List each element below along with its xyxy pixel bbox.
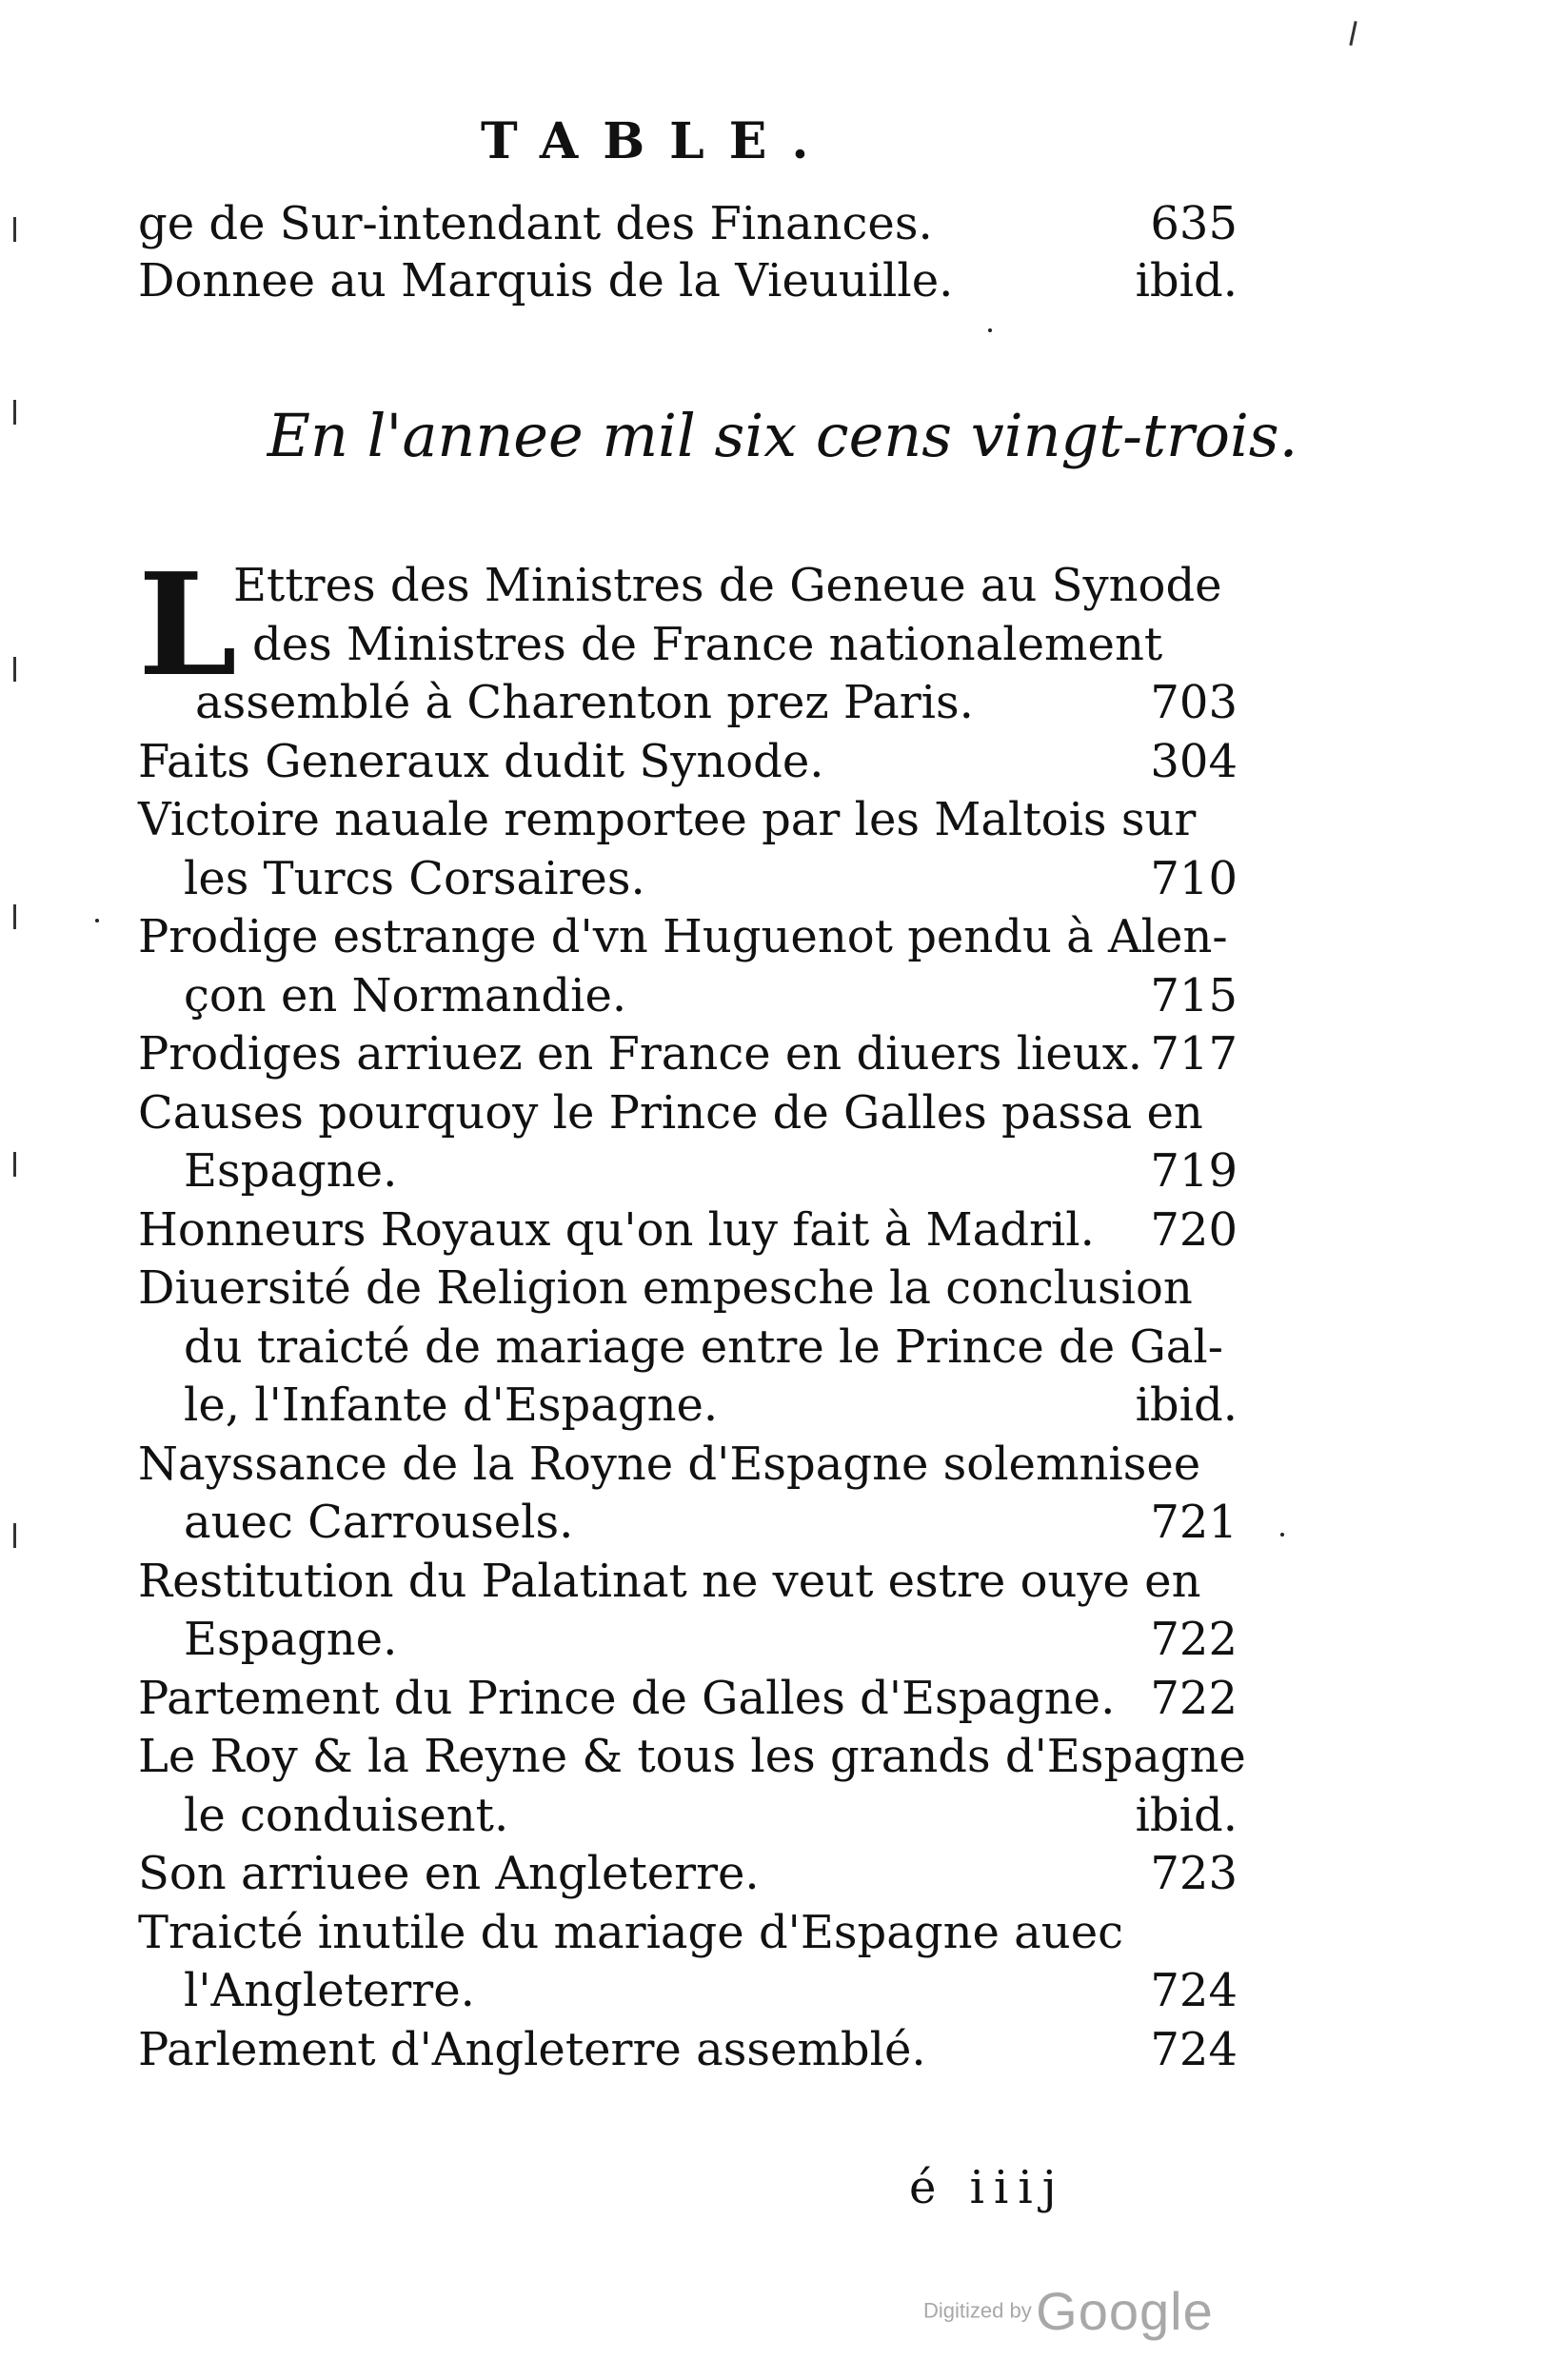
page-number: ibid.	[1135, 1789, 1238, 1842]
entry-text: çon en Normandie.	[184, 969, 627, 1022]
scan-mark	[13, 657, 16, 682]
page-number: 635	[1150, 197, 1238, 250]
entry-text: Prodiges arriuez en France en diuers lieux.	[138, 1027, 1143, 1081]
entry-text: Causes pourquoy le Prince de Galles passa en	[138, 1086, 1203, 1140]
page-number: 722	[1150, 1613, 1238, 1666]
entry-text: Restitution du Palatinat ne veut estre ouye en	[138, 1555, 1201, 1608]
entry-text: Le Roy & la Reyne & tous les grands d'Espagne	[138, 1730, 1246, 1783]
entry-text: Son arriuee en Angleterre.	[138, 1847, 760, 1900]
scan-mark	[13, 1152, 16, 1177]
page-number: 304	[1150, 735, 1238, 788]
entry-text: Donnee au Marquis de la Vieuuille.	[138, 254, 954, 307]
drop-cap: L	[138, 542, 238, 707]
page-number: 723	[1150, 1847, 1238, 1900]
page-number: 720	[1150, 1203, 1238, 1257]
digitized-watermark	[923, 2280, 1214, 2342]
entry-text: Diuersité de Religion empesche la conclusion	[138, 1261, 1193, 1315]
entry-text: du traicté de mariage entre le Prince de Gal-	[184, 1320, 1223, 1374]
entry-text: Traicté inutile du mariage d'Espagne auec	[138, 1906, 1123, 1959]
page-number: ibid.	[1135, 1378, 1238, 1432]
page-number: 710	[1150, 852, 1238, 905]
entry-text: des Ministres de France nationalement	[252, 618, 1163, 671]
entry-text: Espagne.	[184, 1144, 398, 1198]
scan-speck	[95, 919, 99, 922]
year-heading: En l'annee mil six cens vingt-trois.	[267, 401, 1298, 470]
entry-text: auec Carrousels.	[184, 1496, 574, 1549]
page-number: 703	[1150, 676, 1238, 729]
google-logo: Google	[1036, 2281, 1214, 2341]
entry-text: ge de Sur-intendant des Finances.	[138, 197, 933, 250]
entry-text: Victoire nauale remportee par les Maltois sur	[138, 793, 1197, 846]
page-number: 717	[1150, 1027, 1238, 1081]
entry-text: Ettres des Ministres de Geneue au Synode	[233, 559, 1222, 612]
entry-text: assemblé à Charenton prez Paris.	[195, 676, 974, 729]
page-number: 719	[1150, 1144, 1238, 1198]
entry-text: Honneurs Royaux qu'on luy fait à Madril.	[138, 1203, 1095, 1257]
page-number: 722	[1150, 1672, 1238, 1725]
entry-text: Nayssance de la Royne d'Espagne solemnisee	[138, 1438, 1201, 1491]
page-header: TABLE.	[481, 112, 834, 170]
page-number: 721	[1150, 1496, 1238, 1549]
entry-text: le conduisent.	[184, 1789, 509, 1842]
scan-speck	[988, 328, 992, 332]
entry-text: Faits Generaux dudit Synode.	[138, 735, 824, 788]
scan-mark	[13, 904, 16, 929]
page-number: 724	[1150, 2023, 1238, 2076]
scan-mark	[13, 1523, 16, 1548]
scan-speck	[1280, 1533, 1284, 1537]
entry-text: l'Angleterre.	[184, 1964, 475, 2017]
entry-text: les Turcs Corsaires.	[184, 852, 645, 905]
page-number: ibid.	[1135, 254, 1238, 307]
scan-mark	[13, 217, 16, 242]
page-number: 715	[1150, 969, 1238, 1022]
scan-mark	[13, 400, 16, 425]
entry-text: le, l'Infante d'Espagne.	[184, 1378, 719, 1432]
watermark-prefix: Digitized by	[923, 2298, 1032, 2323]
entry-text: Espagne.	[184, 1613, 398, 1666]
page-number: 724	[1150, 1964, 1238, 2017]
scan-mark	[1349, 21, 1357, 46]
entry-text: Partement du Prince de Galles d'Espagne.	[138, 1672, 1116, 1725]
signature-mark: é iiij	[909, 2161, 1066, 2214]
entry-text: Prodige estrange d'vn Huguenot pendu à Alen-	[138, 910, 1228, 963]
entry-text: Parlement d'Angleterre assemblé.	[138, 2023, 926, 2076]
